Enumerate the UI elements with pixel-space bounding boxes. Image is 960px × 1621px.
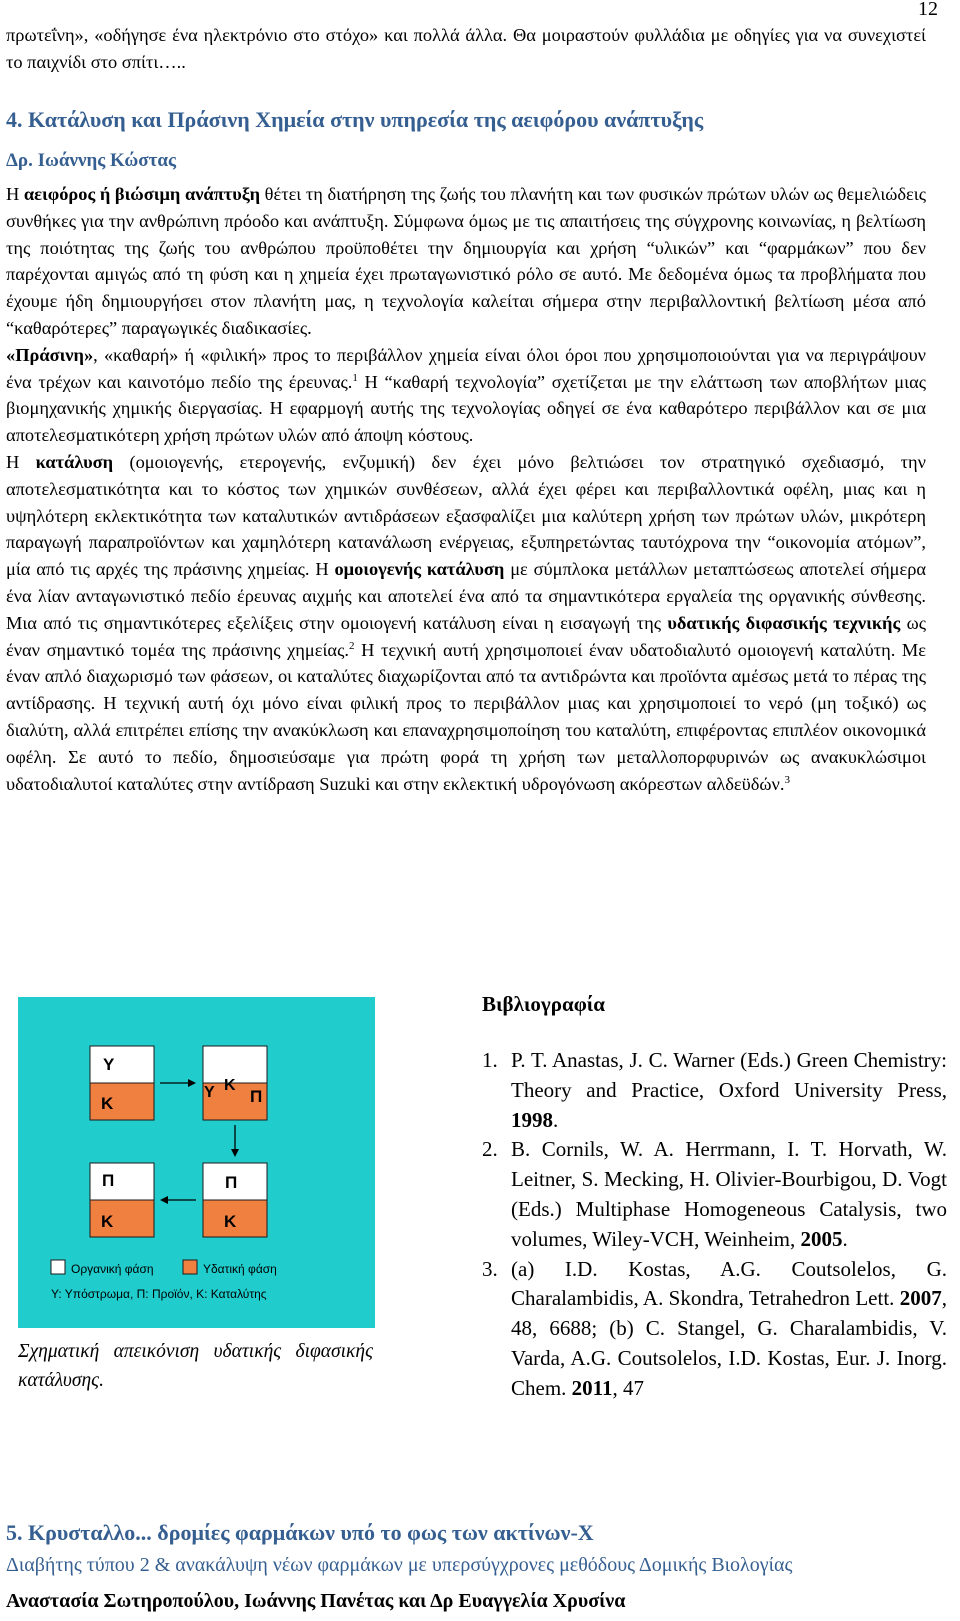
references-title: Βιβλιογραφία <box>482 992 606 1016</box>
box-3-product-label: Π <box>102 1171 115 1190</box>
arrow-down-head <box>231 1149 239 1157</box>
box-3-catalyst-label: Κ <box>101 1212 114 1231</box>
box-3-aqueous-phase <box>90 1200 154 1237</box>
references-list <box>482 1046 947 1404</box>
legend-aqueous-swatch <box>183 1260 197 1274</box>
footnote-1: 1 <box>352 371 358 384</box>
section-4-body <box>6 181 926 797</box>
box-2-substrate-label: Υ <box>204 1084 215 1101</box>
legend-organic-swatch <box>51 1260 65 1274</box>
arrow-left-head <box>160 1196 168 1204</box>
box-1-substrate-label: Υ <box>103 1055 115 1074</box>
box-1-organic-phase <box>90 1046 154 1083</box>
reference-item: 3. (a) I.D. Kostas, A.G. Coutsolelos, G. Charalambidis, A. Skondra, Tetrahedron Lett. 2007, 48, 6688; (b) C. Stangel, G. Charalambidis, V. Varda, A.G. Coutsolelos, I.D. Kostas, Eur. J. Inorg. Chem. 2011, 47 <box>482 1256 947 1400</box>
section-4-author: Δρ. Ιωάννης Κώστας <box>6 150 177 171</box>
biphasic-catalysis-diagram <box>18 997 375 1328</box>
box-4-catalyst-label: Κ <box>224 1212 237 1231</box>
box-1-aqueous-phase <box>90 1083 154 1120</box>
section-5-authors: Αναστασία Σωτηροπούλου, Ιωάννης Πανέτας και Δρ Ευαγγελία Χρυσίνα <box>6 1590 626 1612</box>
box-2-product-label: Π <box>250 1087 263 1106</box>
box-2-catalyst-label: Κ <box>224 1077 236 1094</box>
reference-item: 2. B. Cornils, W. A. Herrmann, I. T. Horvath, W. Leitner, S. Mecking, H. Olivier-Bourbigou, D. Vogt (Eds.) Multiphase Homogeneous Catalysis, two volumes, Wiley-VCH, Weinheim, 2005. <box>482 1137 947 1251</box>
legend-key: Υ: Υπόστρωμα, Π: Προϊόν, Κ: Καταλύτης <box>51 1287 267 1301</box>
section-5-heading: 5. Κρυσταλλο... δρομίες φαρμάκων υπό το φως των ακτίνων-Χ <box>6 1520 594 1545</box>
paragraph-green-chemistry: «Πράσινη», «καθαρή» ή «φιλική» προς το περιβάλλον χημεία είναι όλοι όροι που χρησιμοποιούνται για να περιγράψουν ένα τρέχων και καινοτόμο πεδίο της έρευνας.$^1$ Η “καθαρή τεχνολογία” σχετίζεται με την ελάττωση των αποβλήτων μιας βιομηχανικής χημικής διεργασίας. Η εφαρμογή αυτής της τεχνολογίας οδηγεί σε ένα καθαρότερο περιβάλλον και σε μια αποτελεσματικότερη χρήση πρώτων υλών από άποψη κόστους. <box>6 344 926 446</box>
legend-aqueous-label: Υδατική φάση <box>203 1262 277 1276</box>
diagram-caption: Σχηματική απεικόνιση υδατικής διφασικής κατάλυσης. <box>18 1341 373 1391</box>
paragraph-catalysis: Η κατάλυση (ομοιογενής, ετερογενής, ενζυμική) δεν έχει μόνο βελτιώσει τον στρατηγικό σχεδιασμό, την αποτελεσματικότητα και το κόστος των χημικών συνθέσεων, αλλά έχει φέρει και περιβαλλοντικά οφέλη, μιας και η υψηλότερη εκλεκτικότητα των καταλυτικών αντιδράσεων εξασφαλίζει μια καλύτερη χρήση των πρώτων υλών, μικρότερη παραγωγή παραπροϊόντων και χαμηλότερη κατανάλωση ενέργειας, εξυπηρετώντας ταυτόχρονα την “οικονομία ατόμων”, μία από τις αρχές της πράσινης χημείας. Η ομοιογενής κατάλυση με σύμπλοκα μετάλλων μεταπτώσεως αποτελεί σήμερα ένα λίαν ανταγωνιστικό πεδίο έρευνας αιχμής και αποτελεί ένα από τα σημαντικότερα εργαλεία της οργανικής σύνθεσης. Μια από τις σημαντικότερες εξελίξεις στην ομοιογενή κατάλυση είναι η εισαγωγή της υδατικής διφασικής τεχνικής ως έναν σημαντικό τομέα της πράσινης χημείας.$^2$ Η τεχνική αυτή χρησιμοποιεί έναν υδατοδιαλυτό ομοιογενή καταλύτη. Με έναν απλό διαχωρισμό των φάσεων, οι καταλύτες διαχωρίζονται από τα αντιδρώντα και προϊόντα αμέσως μετά το πέρας της αντίδρασης. Η τεχνική αυτή όχι μόνο είναι φιλική προς το περιβάλλον μιας και χρησιμοποιεί το νερό (μη τοξικό) ως διαλύτη, αλλά επιτρέπει επίσης την ανακύκλωση και επαναχρησιμοποίηση του καταλύτη, επιφέροντας επιπλέον οικονομικά οφέλη. Σε αυτό το πεδίο, δημοσιεύσαμε για πρώτη φορά τη χρήση των μεταλλοπορφυρινών ως ανακυκλώσιμοι υδατοδιαλυτοί καταλύτες στην αντίδραση Suzuki και στην εκλεκτική υδρογόνωση ακόρεστων αλδεϋδών.$^3$ <box>6 451 927 794</box>
section-4-heading: 4. Κατάλυση και Πράσινη Χημεία στην υπηρεσία της αειφόρου ανάπτυξης <box>6 107 704 132</box>
box-3-organic-phase <box>90 1163 154 1200</box>
section-5-subtitle: Διαβήτης τύπου 2 & ανακάλυψη νέων φαρμάκων με υπερσύγχρονες μεθόδους Δομικής Βιολογίας <box>6 1554 793 1576</box>
paragraph-sustainable-development: Η αειφόρος ή βιώσιμη ανάπτυξη θέτει τη διατήρηση της ζωής του πλανήτη και των φυσικών πρώτων υλών ως θεμελιώδεις συνθήκες για την ανθρώπινη πρόοδο και ανάπτυξη. Σύμφωνα όμως με τις απαιτήσεις της σύγχρονης κοινωνίας, η βελτίωση της ποιότητας της ζωής του ανθρώπου προϋποθέτει την δημιουργία και χρήση “υλικών” και “φαρμάκων” που δεν παρέχονται αμιγώς από τη φύση και η χημεία έχει πρωταγωνιστικό ρόλο σε αυτό. Με δεδομένα όμως τα προβλήματα που έχουμε ήδη δημιουργήσει στον πλανήτη μας, η τεχνολογία καλείται σήμερα στην περιβαλλοντική βελτίωση μέσα από “καθαρότερες” παραγωγικές διαδικασίες. <box>6 184 926 338</box>
intro-paragraph: πρωτεΐνη», «οδήγησε ένα ηλεκτρόνιο στο στόχο» και πολλά άλλα. Θα μοιραστούν φυλλάδια με οδηγίες για να συνεχιστεί το παιχνίδι στο σπίτι….. <box>6 25 926 72</box>
box-1-catalyst-label: Κ <box>101 1094 114 1113</box>
footnote-3: 3 <box>784 773 790 786</box>
arrow-right-head <box>188 1079 196 1087</box>
page-number: 12 <box>918 0 938 20</box>
reference-item: 1. P. T. Anastas, J. C. Warner (Eds.) Green Chemistry: Theory and Practice, Oxford University Press, 1998. <box>482 1048 947 1132</box>
box-4-product-label: Π <box>225 1173 238 1192</box>
legend-organic-label: Οργανική φάση <box>71 1262 154 1276</box>
footnote-2: 2 <box>348 639 355 652</box>
